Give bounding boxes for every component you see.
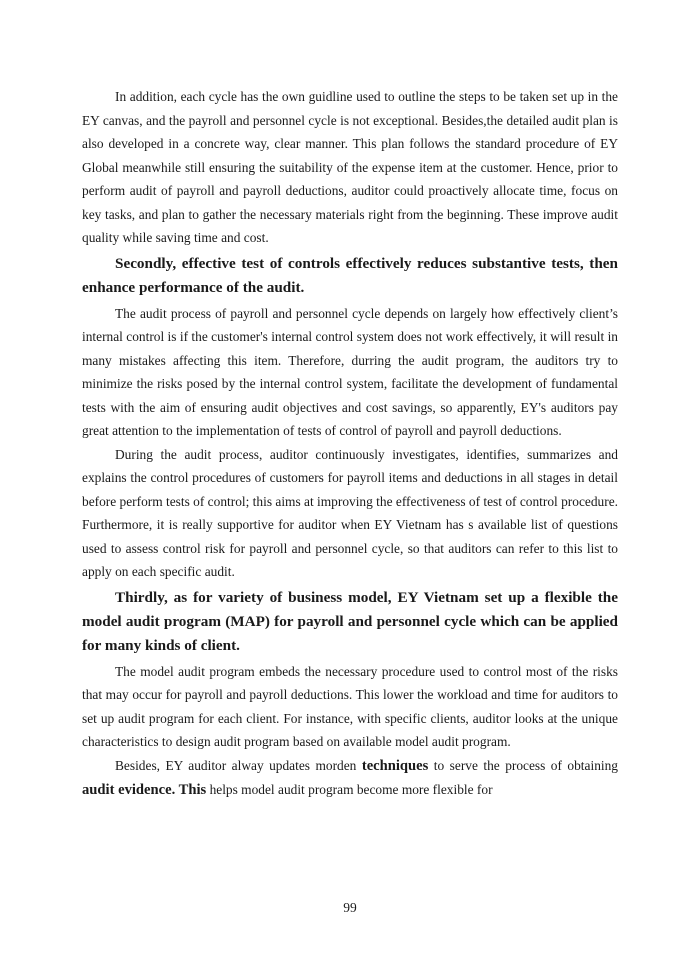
heading-test-of-controls: Secondly, effective test of controls effectively reduces substantive tests, then enhance performance of the audit.: [82, 254, 618, 296]
bold-techniques: techniques: [361, 757, 429, 774]
paragraph-techniques-text-3: helps model audit program become more flexible for: [206, 782, 493, 797]
paragraph-internal-control: The audit process of payroll and personnel cycle depends on largely how effectively client’s internal control is if the customer's internal control system does not work effectively, it will result in many mistakes affecting this item. Therefore, durring the audit program, the auditors try to minimize the risks posed by the internal control system, facilitate the development of fundamental tests with the aim of ensuring audit objectives and cost savings, so apparently, EY's auditors pay great attention to the implementation of tests of control of payroll and payroll deductions.: [82, 305, 618, 438]
paragraph-audit-process: During the audit process, auditor continuously investigates, identifies, summarizes and explains the control procedures of customers for payroll items and deductions in all stages in detail before perform tests of control; this aims at improving the effectiveness of test of control procedure. Furthermore, it is really supportive for auditor when EY Vietnam has s available list of questions used to assess control risk for payroll and personnel cycle, so that auditors can refer to this list to apply on each specific audit.: [82, 446, 618, 579]
paragraph-techniques-text-2: to serve the process of obtaining: [428, 757, 618, 773]
paragraph-model-audit-program: The model audit program embeds the necessary procedure used to control most of the risks that may occur for payroll and payroll deductions. This lower the workload and time for auditors to set up audit program for each client. For instance, with specific clients, auditor looks at the unique characteristics to design audit program based on available model audit program.: [82, 663, 618, 749]
paragraph-techniques: [82, 754, 618, 803]
paragraph-planning: In addition, each cycle has the own guidline used to outline the steps to be taken set up in the EY canvas, and the payroll and personnel cycle is not exceptional. Besides,the detailed audit plan is also developed in a concrete way, clear manner. This plan follows the standard procedure of EY Global meanwhile still ensuring the suitability of the expense item at the customer. Hence, prior to perform audit of payroll and payroll deductions, auditor could proactively allocate time, focus on key tasks, and plan to gather the necessary materials right from the beginning. These improve audit quality while saving time and cost.: [82, 89, 618, 245]
page-number: 99: [343, 900, 357, 915]
paragraph-techniques-text-1: Besides, EY auditor alway updates morden: [115, 757, 362, 773]
heading-model-audit-program: Thirdly, as for variety of business model, EY Vietnam set up a flexible the model audit program (MAP) for payroll and personnel cycle which can be applied for many kinds of client.: [82, 588, 618, 654]
body-text: [82, 85, 618, 803]
bold-audit-evidence: audit evidence. This: [82, 782, 207, 798]
